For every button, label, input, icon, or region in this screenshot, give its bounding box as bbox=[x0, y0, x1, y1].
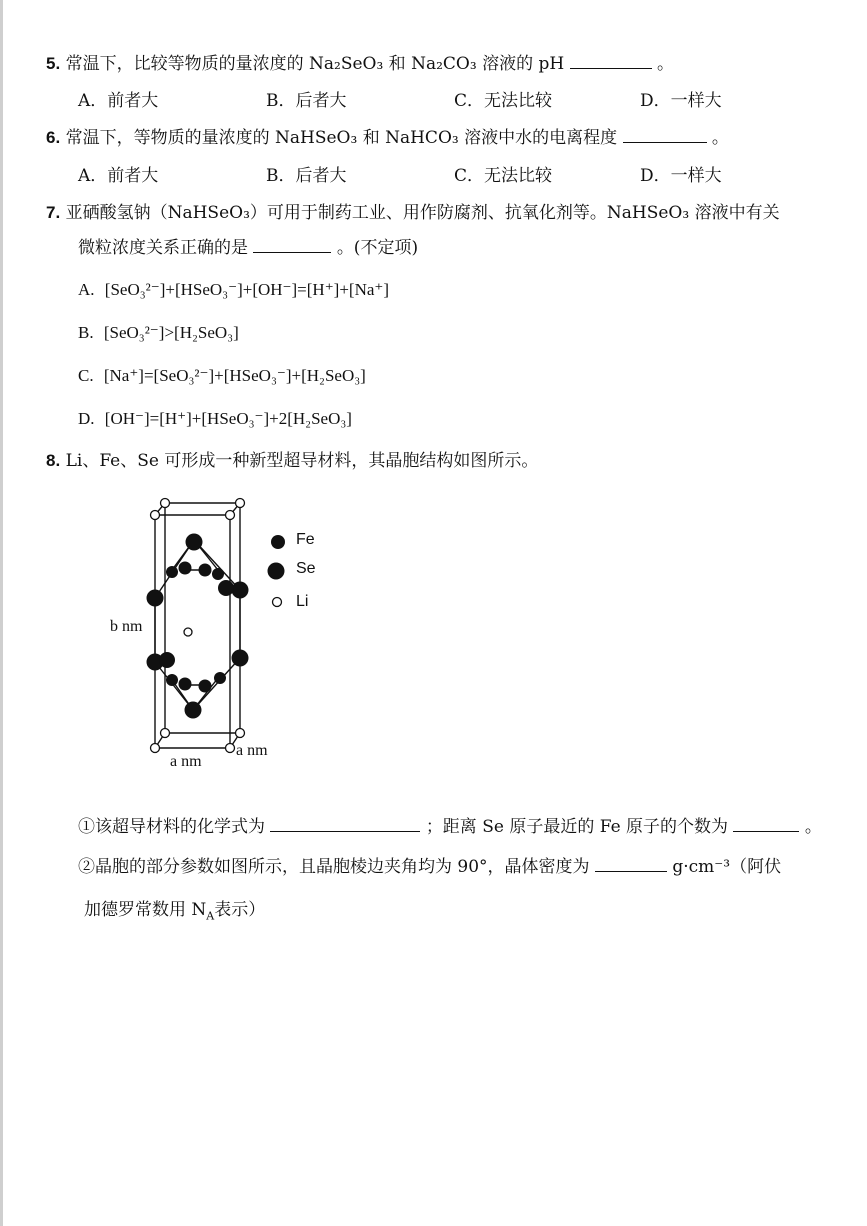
figure-legend bbox=[268, 535, 286, 607]
q6-number: 6. bbox=[46, 128, 61, 147]
q8-count-blank[interactable] bbox=[733, 815, 799, 832]
q8-sub2-line2-subscript: A bbox=[206, 909, 215, 923]
q5-end: 。 bbox=[657, 54, 675, 74]
q8-sub1-end: 。 bbox=[804, 817, 822, 837]
q7-option-d-label: D. bbox=[78, 409, 95, 428]
q7-option-a-text: [SeO₃²⁻]+[HSeO₃⁻]+[OH⁻]=[H⁺]+[Na⁺] bbox=[104, 280, 390, 299]
q7-option-a-label: A. bbox=[78, 280, 95, 299]
q7-option-d bbox=[78, 407, 352, 431]
q5-stem bbox=[46, 52, 674, 76]
q8-formula-blank[interactable] bbox=[270, 815, 420, 832]
q7-stem-line1 bbox=[46, 201, 780, 225]
fe-atoms bbox=[166, 562, 226, 693]
q6-text: 常温下，等物质的量浓度的 NaHSeO₃ 和 NaHCO₃ 溶液中水的电离程度 bbox=[65, 128, 618, 148]
dimension-a-side-label: a nm bbox=[236, 742, 268, 759]
q8-sub2-line1 bbox=[78, 855, 781, 879]
q8-sub1 bbox=[78, 815, 822, 839]
q7-option-b bbox=[78, 321, 239, 345]
q6-option-a: A．前者大 bbox=[78, 166, 159, 186]
q7-text-end: 。(不定项) bbox=[336, 238, 419, 258]
q6-stem bbox=[46, 126, 729, 150]
q8-sub2-line2 bbox=[84, 898, 265, 922]
q6-end: 。 bbox=[711, 128, 729, 148]
q7-option-c-text: [Na⁺]=[SeO₃²⁻]+[HSeO₃⁻]+[H₂SeO₃] bbox=[103, 366, 366, 385]
q7-text-line1: 亚硒酸氢钠（NaHSeO₃）可用于制药工业、用作防腐剂、抗氧化剂等。NaHSeO₃ 溶液中有关 bbox=[65, 203, 780, 223]
page-left-edge bbox=[0, 0, 3, 1226]
q7-text-line2: 微粒浓度关系正确的是 bbox=[78, 238, 248, 258]
q7-option-b-label: B. bbox=[78, 323, 94, 342]
q6-option-d: D．一样大 bbox=[640, 166, 722, 186]
legend-se-label: Se bbox=[296, 560, 316, 577]
q8-number: 8. bbox=[46, 451, 61, 470]
q5-option-c: C．无法比较 bbox=[454, 91, 553, 111]
legend-li-marker bbox=[273, 598, 282, 607]
q5-option-b: B．后者大 bbox=[266, 91, 347, 111]
q7-option-b-text: [SeO₃²⁻]>[H₂SeO₃] bbox=[103, 323, 239, 342]
se-atoms bbox=[147, 534, 249, 719]
q7-option-a bbox=[78, 278, 389, 302]
q7-stem-line2 bbox=[78, 236, 418, 260]
q7-option-c bbox=[78, 364, 366, 388]
q8-sub1-text-b: ；距离 Se 原子最近的 Fe 原子的个数为 bbox=[425, 817, 729, 837]
q6-option-b: B．后者大 bbox=[266, 166, 347, 186]
q5-option-a: A．前者大 bbox=[78, 91, 159, 111]
dimension-a-front-label: a nm bbox=[170, 753, 202, 770]
q8-sub1-text-a: ①该超导材料的化学式为 bbox=[78, 817, 265, 837]
q8-sub2-text-a: ②晶胞的部分参数如图所示，且晶胞棱边夹角均为 90°，晶体密度为 bbox=[78, 857, 590, 877]
q8-density-blank[interactable] bbox=[595, 855, 667, 872]
q5-number: 5. bbox=[46, 54, 61, 73]
q8-sub2-line2-text: 加德罗常数用 N bbox=[84, 900, 207, 920]
legend-se-marker bbox=[268, 563, 285, 580]
q5-option-d: D．一样大 bbox=[640, 91, 722, 111]
legend-li-label: Li bbox=[296, 593, 309, 610]
q7-answer-blank[interactable] bbox=[253, 236, 331, 253]
legend-fe-label: Fe bbox=[296, 531, 315, 548]
q8-text: Li、Fe、Se 可形成一种新型超导材料，其晶胞结构如图所示。 bbox=[65, 451, 539, 471]
q8-sub2-unit: g·cm⁻³（阿伏 bbox=[672, 857, 782, 877]
dimension-b-label: b nm bbox=[110, 618, 143, 635]
q7-option-d-text: [OH⁻]=[H⁺]+[HSeO₃⁻]+2[H₂SeO₃] bbox=[104, 409, 352, 428]
q7-number: 7. bbox=[46, 203, 61, 222]
q8-stem bbox=[46, 449, 538, 473]
q5-text: 常温下，比较等物质的量浓度的 Na₂SeO₃ 和 Na₂CO₃ 溶液的 pH bbox=[65, 54, 565, 74]
q6-option-c: C．无法比较 bbox=[454, 166, 553, 186]
q8-sub2-line2-end: 表示） bbox=[214, 900, 266, 920]
legend-fe-marker bbox=[271, 535, 285, 549]
q5-answer-blank[interactable] bbox=[570, 52, 652, 69]
q7-option-c-label: C. bbox=[78, 366, 94, 385]
q6-answer-blank[interactable] bbox=[623, 126, 707, 143]
